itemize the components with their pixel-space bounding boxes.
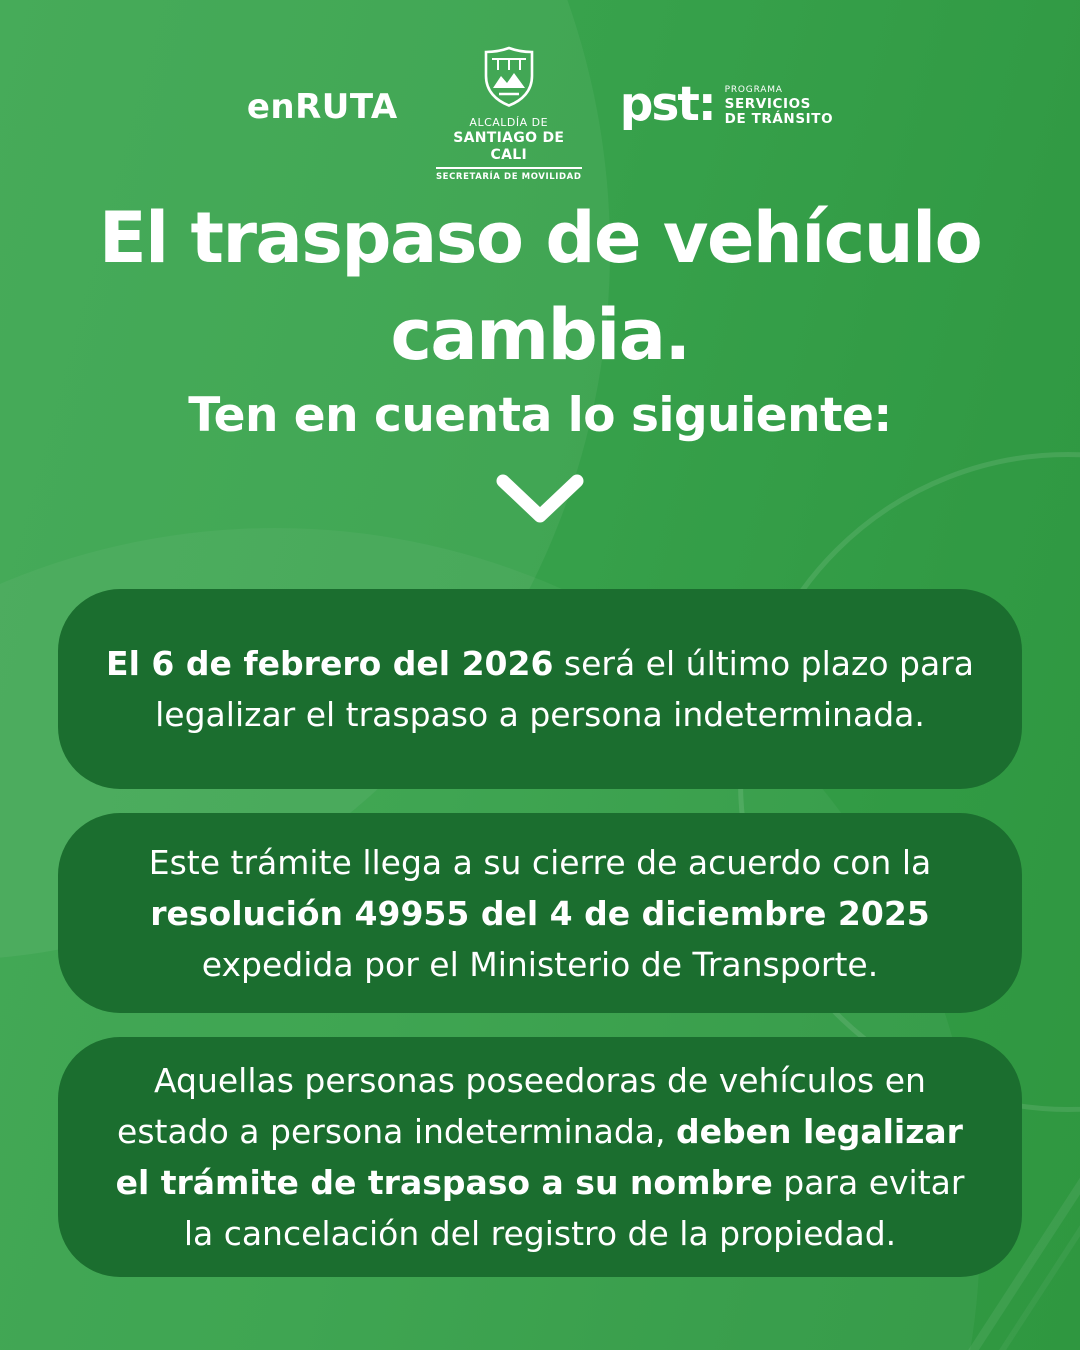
city-shield-icon: [482, 46, 536, 112]
info-card-legalization-text: [100, 1055, 980, 1259]
info-cards: [58, 589, 1022, 1277]
info-card-deadline: [58, 589, 1022, 789]
pst-services-label: SERVICIOS: [724, 95, 811, 112]
pst-wordmark: pst:: [619, 76, 715, 132]
page-subtitle: Ten en cuenta lo siguiente:: [188, 388, 892, 443]
pst-logo: [619, 76, 834, 145]
page-title-line1: El traspaso de vehículo: [98, 197, 982, 279]
alcaldia-line1: ALCALDÍA DE: [469, 116, 549, 129]
alcaldia-line2: SANTIAGO DE CALI: [453, 130, 565, 163]
chevron-down-icon: [0, 470, 1080, 530]
alcaldia-cali-logo: [434, 46, 584, 182]
alcaldia-line3: SECRETARÍA DE MOVILIDAD: [435, 171, 582, 182]
alcaldia-divider: [436, 167, 582, 169]
page-title: [20, 190, 1060, 384]
card-text-segment: El 6 de febrero del 2026: [106, 644, 554, 683]
info-card-resolution-text: [100, 837, 980, 990]
pst-tagline: [725, 86, 834, 127]
info-card-resolution: [58, 813, 1022, 1013]
card-text-segment: Aquellas personas poseedoras de vehículos en estado a persona indeterminada,: [117, 1061, 926, 1151]
page-title-line2: cambia.: [390, 294, 690, 376]
header-logos: [0, 46, 1080, 182]
card-text-segment: para evitar la cancelación del registro de la propiedad.: [183, 1163, 965, 1253]
card-text-segment: expedida por el Ministerio de Transporte.: [201, 944, 879, 984]
card-text-segment: será el último plazo para legalizar el traspaso a persona indeterminada.: [155, 644, 974, 734]
info-card-legalization: [58, 1037, 1022, 1277]
card-text-segment: resolución 49955 del 4 de diciembre 2025: [150, 893, 930, 933]
info-card-deadline-text: [100, 638, 980, 740]
card-text-segment: deben legalizar el trámite de traspaso a su nombre: [115, 1112, 963, 1202]
pst-program-label: PROGRAMA: [724, 84, 783, 95]
card-text-segment: Este trámite llega a su cierre de acuerdo con la: [148, 842, 932, 882]
pst-transit-label: DE TRÁNSITO: [724, 111, 834, 128]
enruta-logo: enRUTA: [246, 86, 398, 127]
